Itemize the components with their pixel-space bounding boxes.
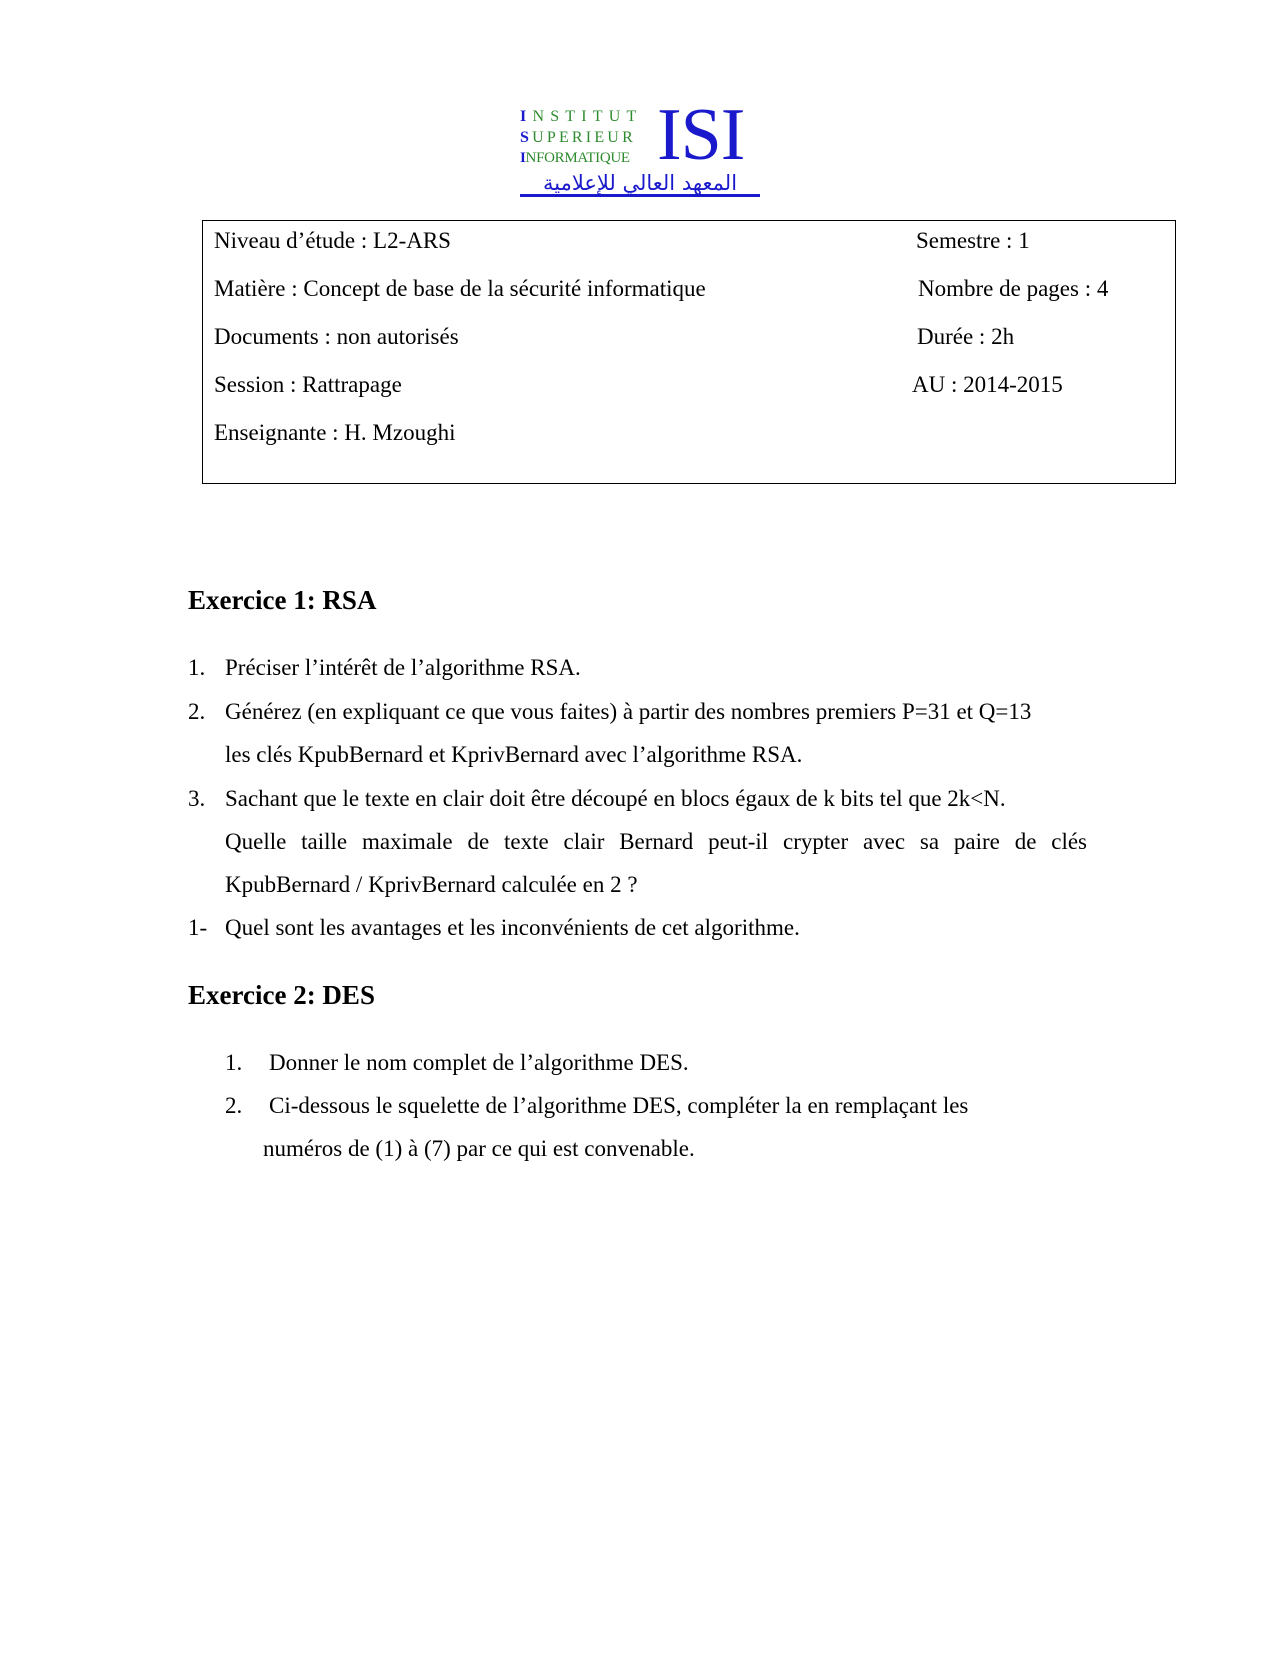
logo-line-institut: INSTITUT (520, 108, 643, 125)
question-text: Donner le nom complet de l’algorithme DES. (269, 1050, 689, 1075)
info-au: AU : 2014-2015 (912, 372, 1063, 397)
question-text: Ci-dessous le squelette de l’algorithme DES, compléter la en remplaçant les (269, 1093, 969, 1118)
question-number: 2. (188, 699, 206, 724)
question-number: 2. (225, 1093, 243, 1118)
exercise-1-title: Exercice 1: RSA (188, 585, 377, 615)
logo-acronym: ISI (657, 94, 745, 176)
question-number: 1. (225, 1050, 243, 1075)
exam-info-box (202, 220, 1176, 484)
question-number: 1. (188, 655, 206, 680)
info-matiere: Matière : Concept de base de la sécurité informatique (214, 276, 706, 301)
question-number: 1- (188, 915, 208, 940)
info-semestre: Semestre : 1 (916, 228, 1030, 253)
logo-wordmark (520, 106, 656, 169)
logo-arabic-name: المعهد العالي للإعلامية (520, 170, 760, 197)
question-text: Préciser l’intérêt de l’algorithme RSA. (225, 655, 581, 680)
logo-line-informatique: INFORMATIQUE (520, 150, 630, 166)
question-text: Sachant que le texte en clair doit être découpé en blocs égaux de k bits tel que 2k<N. (225, 786, 1006, 811)
logo-line-superieur: SUPERIEUR (520, 129, 636, 146)
info-pages: Nombre de pages : 4 (918, 276, 1109, 301)
question-text: Générez (en expliquant ce que vous faites) à partir des nombres premiers P=31 et Q=13 (225, 699, 1032, 724)
question-text: Quelle taille maximale de texte clair Bernard peut-il crypter avec sa paire de clés (225, 829, 1087, 854)
question-text: numéros de (1) à (7) par ce qui est convenable. (263, 1136, 695, 1161)
info-session: Session : Rattrapage (214, 372, 402, 397)
exercise-2-title: Exercice 2: DES (188, 980, 375, 1010)
question-text: KpubBernard / KprivBernard calculée en 2 ? (225, 872, 638, 897)
info-niveau: Niveau d’étude : L2-ARS (214, 228, 451, 253)
question-text: Quel sont les avantages et les inconvénients de cet algorithme. (225, 915, 800, 940)
question-number: 3. (188, 786, 206, 811)
info-enseignante: Enseignante : H. Mzoughi (214, 420, 456, 445)
question-text: les clés KpubBernard et KprivBernard avec l’algorithme RSA. (225, 742, 803, 767)
info-duree: Durée : 2h (917, 324, 1015, 349)
isi-logo (520, 94, 760, 200)
info-documents: Documents : non autorisés (214, 324, 459, 349)
